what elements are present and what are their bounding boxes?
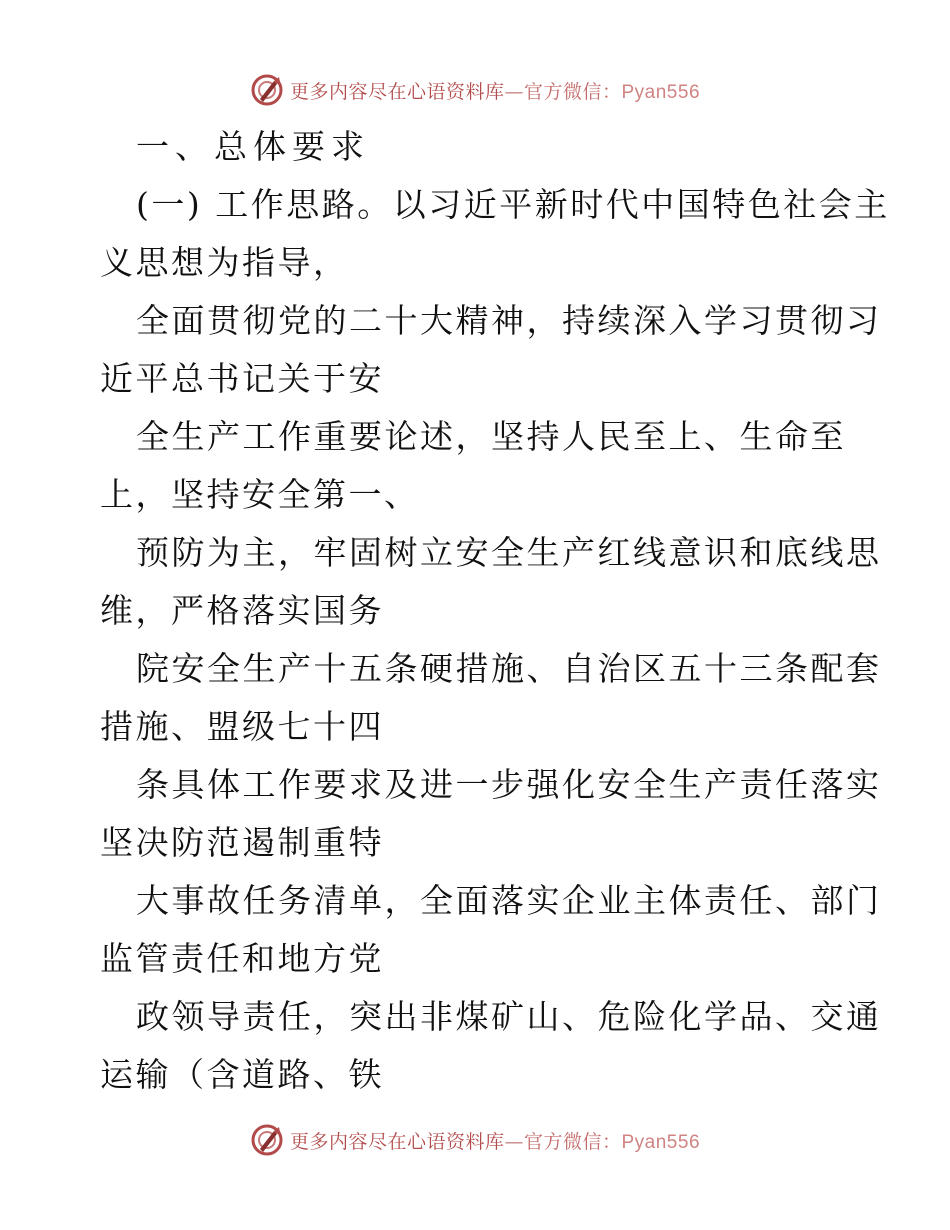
paragraph-line: 院安全生产十五条硬措施、自治区五十三条配套 — [136, 649, 882, 688]
brand-logo-icon — [250, 73, 284, 107]
banner-wechat-id: Pyan556 — [621, 1131, 701, 1153]
paragraph-line: (一) 工作思路。以习近平新时代中国特色社会主 — [136, 185, 890, 224]
document-body — [100, 118, 890, 1104]
banner-wechat-id: Pyan556 — [621, 81, 701, 103]
banner-text — [290, 77, 700, 104]
paragraph-line: 预防为主，牢固树立安全生产红线意识和底线思 — [136, 533, 882, 572]
banner-wechat-label: 官方微信： — [523, 1130, 622, 1153]
paragraph-line: 运输（含道路、铁 — [100, 1055, 384, 1094]
paragraph-line: 条具体工作要求及进一步强化安全生产责任落实 — [136, 765, 882, 804]
banner-slogan: 更多内容尽在心语资料库 — [289, 80, 505, 103]
paragraph-line: 大事故任务清单，全面落实企业主体责任、部门 — [136, 881, 882, 920]
paragraph-line: 坚决防范遏制重特 — [100, 823, 384, 862]
paragraph-line: 监管责任和地方党 — [100, 939, 384, 978]
paragraph-line: 上，坚持安全第一、 — [100, 475, 420, 514]
brand-logo-icon — [250, 1123, 284, 1157]
banner-text — [290, 1127, 700, 1154]
paragraph-line: 义思想为指导， — [100, 243, 349, 282]
paragraph-line: 维，严格落实国务 — [100, 591, 384, 630]
header-banner — [0, 70, 950, 110]
paragraph-line: 全生产工作重要论述，坚持人民至上、生命至 — [136, 417, 846, 456]
banner-slogan: 更多内容尽在心语资料库 — [289, 1130, 505, 1153]
paragraph-line: 近平总书记关于安 — [100, 359, 384, 398]
banner-separator: — — [504, 1130, 524, 1153]
banner-wechat-label: 官方微信： — [523, 80, 622, 103]
banner-separator: — — [504, 80, 524, 103]
paragraph-line: 政领导责任，突出非煤矿山、危险化学品、交通 — [136, 997, 882, 1036]
footer-banner — [0, 1120, 950, 1160]
paragraph-line: 全面贯彻党的二十大精神，持续深入学习贯彻习 — [136, 301, 882, 340]
section-heading: 一、总体要求 — [136, 127, 370, 166]
paragraph-line: 措施、盟级七十四 — [100, 707, 384, 746]
